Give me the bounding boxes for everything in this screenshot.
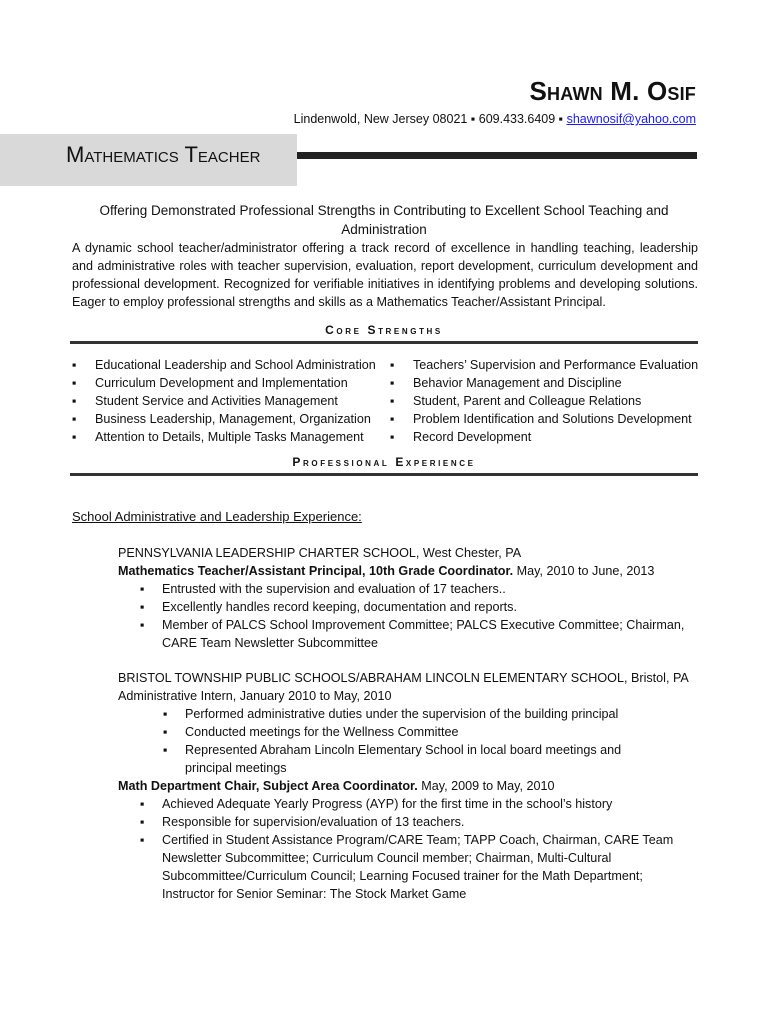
job-title-line bbox=[118, 777, 708, 795]
job-bullets bbox=[163, 705, 663, 777]
bullet: ▪ bbox=[163, 743, 168, 757]
job-title-line: Administrative Intern, January 2010 to May, 2010 bbox=[118, 689, 392, 703]
bullet: ▪ bbox=[390, 358, 395, 372]
bullet: ▪ bbox=[140, 582, 145, 596]
bullet: ▪ bbox=[390, 376, 395, 390]
job-bullets bbox=[140, 795, 692, 903]
job-title-line bbox=[118, 562, 708, 580]
bullet: ▪ bbox=[163, 725, 168, 739]
tagline: Offering Demonstrated Professional Strengths in Contributing to Excellent School Teaching and Administration bbox=[99, 203, 669, 237]
strengths-right-column bbox=[390, 356, 698, 446]
title-divider bbox=[297, 152, 697, 159]
contact-line bbox=[294, 112, 696, 126]
list-item: ▪ Student Service and Activities Management bbox=[72, 394, 338, 408]
email-link[interactable]: shawnosif@yahoo.com bbox=[566, 112, 696, 126]
list-item: ▪ Educational Leadership and School Administration bbox=[72, 358, 376, 372]
strengths-left-column bbox=[72, 356, 390, 446]
job-entry-palcs bbox=[118, 544, 708, 652]
section-divider bbox=[70, 473, 698, 476]
list-item: ▪ Teachers’ Supervision and Performance Evaluation bbox=[390, 358, 699, 372]
list-item: ▪ Curriculum Development and Implementation bbox=[72, 376, 348, 390]
bullet: ▪ bbox=[72, 376, 77, 390]
resume-title: Mathematics Teacher bbox=[66, 142, 261, 167]
core-strengths-list bbox=[72, 356, 712, 446]
core-strengths-heading: Core Strengths bbox=[325, 323, 443, 337]
list-item: ▪ Problem Identification and Solutions Development bbox=[390, 412, 692, 426]
contact-address-phone: Lindenwold, New Jersey 08021 ▪ 609.433.6409 ▪ bbox=[293, 112, 567, 126]
job-title: Mathematics Teacher/Assistant Principal, 10th Grade Coordinator. bbox=[118, 564, 514, 578]
list-item: ▪ Behavior Management and Discipline bbox=[390, 376, 622, 390]
list-item: ▪ Represented Abraham Lincoln Elementary School in local board meetings and principal meetings bbox=[163, 743, 622, 775]
list-item: ▪ Attention to Details, Multiple Tasks Management bbox=[72, 430, 364, 444]
bullet: ▪ bbox=[390, 430, 395, 444]
bullet: ▪ bbox=[390, 394, 395, 408]
bullet: ▪ bbox=[72, 412, 77, 426]
list-item: ▪ Entrusted with the supervision and evaluation of 17 teachers.. bbox=[140, 582, 506, 596]
bullet: ▪ bbox=[72, 430, 77, 444]
bullet: ▪ bbox=[140, 600, 145, 614]
list-item: ▪ Business Leadership, Management, Organization bbox=[72, 412, 371, 426]
experience-heading: Professional Experience bbox=[292, 455, 476, 469]
employer-name: BRISTOL TOWNSHIP PUBLIC SCHOOLS/ABRAHAM LINCOLN ELEMENTARY SCHOOL, Bristol, PA bbox=[118, 671, 689, 685]
list-item: ▪ Conducted meetings for the Wellness Committee bbox=[163, 725, 459, 739]
candidate-name: Shawn M. Osif bbox=[529, 76, 696, 106]
job-dates: May, 2009 to May, 2010 bbox=[417, 779, 555, 793]
summary-paragraph: A dynamic school teacher/administrator offering a track record of excellence in handling teaching, leadership and administrative roles with teacher supervision, evaluation, report development, curriculum development and professional development. Recognized for verifiable initiatives in identifying problems and developing solutions. Eager to employ professional strengths and skills as a Mathematics Teacher/Assistant Principal. bbox=[72, 241, 698, 309]
experience-subheading: School Administrative and Leadership Experience: bbox=[72, 509, 362, 524]
list-item: ▪ Record Development bbox=[390, 430, 532, 444]
job-entry-bristol bbox=[118, 669, 708, 903]
list-item: ▪ Performed administrative duties under the supervision of the building principal bbox=[163, 707, 619, 721]
bullet: ▪ bbox=[140, 797, 145, 811]
bullet: ▪ bbox=[390, 412, 395, 426]
bullet: ▪ bbox=[72, 394, 77, 408]
list-item: ▪ Responsible for supervision/evaluation of 13 teachers. bbox=[140, 815, 465, 829]
list-item: ▪ Certified in Student Assistance Program/CARE Team; TAPP Coach, Chairman, CARE Team Newsletter Subcommittee; Curriculum Council member; Chairman, Multi-Cultural Subcommittee/Curriculum Council; Learning Focused trainer for the Math Department; Instructor for Senior Seminar: The Stock Market Game bbox=[140, 833, 674, 901]
bullet: ▪ bbox=[140, 833, 145, 847]
bullet: ▪ bbox=[140, 815, 145, 829]
list-item: ▪ Member of PALCS School Improvement Committee; PALCS Executive Committee; Chairman, CARE Team Newsletter Subcommittee bbox=[140, 618, 685, 650]
bullet: ▪ bbox=[163, 707, 168, 721]
list-item: ▪ Student, Parent and Colleague Relations bbox=[390, 394, 642, 408]
section-divider bbox=[70, 341, 698, 344]
list-item: ▪ Excellently handles record keeping, documentation and reports. bbox=[140, 600, 517, 614]
job-title: Math Department Chair, Subject Area Coordinator. bbox=[118, 779, 418, 793]
job-bullets bbox=[140, 580, 685, 652]
list-item: ▪ Achieved Adequate Yearly Progress (AYP) for the first time in the school’s history bbox=[140, 797, 613, 811]
job-dates: May, 2010 to June, 2013 bbox=[513, 564, 655, 578]
employer-name: PENNSYLVANIA LEADERSHIP CHARTER SCHOOL, West Chester, PA bbox=[118, 546, 522, 560]
bullet: ▪ bbox=[72, 358, 77, 372]
bullet: ▪ bbox=[140, 618, 145, 632]
